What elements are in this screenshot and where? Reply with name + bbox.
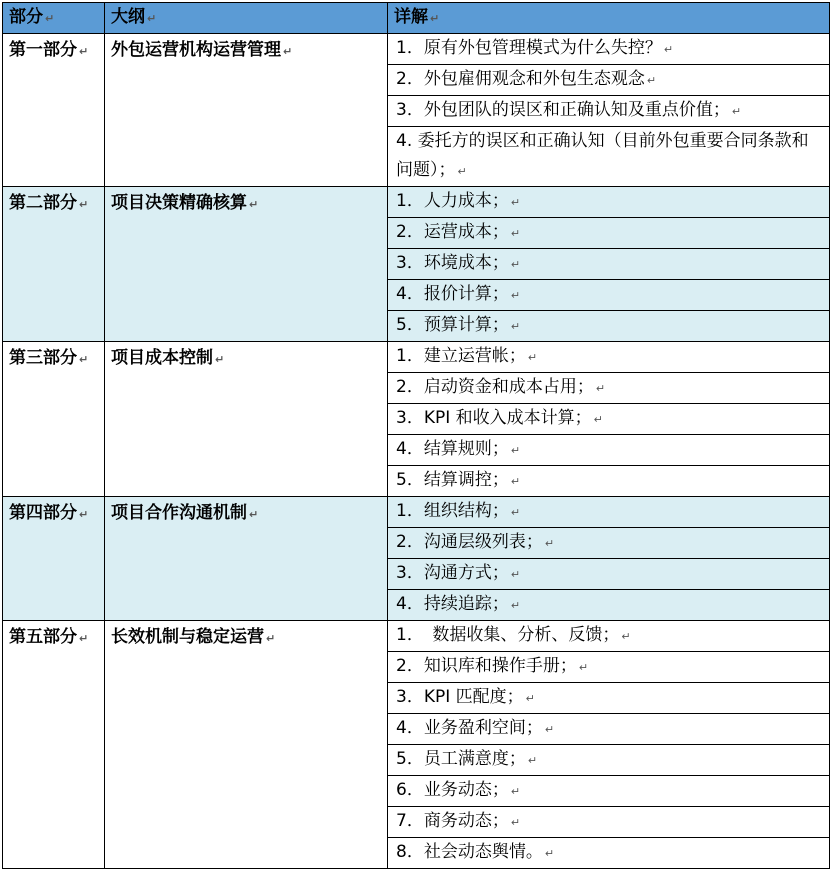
detail-item: 2．知识库和操作手册； ↵	[388, 652, 830, 683]
detail-item: 4．持续追踪； ↵	[388, 590, 830, 621]
table-row	[3, 342, 830, 373]
detail-item: 4. 委托方的误区和正确认知（目前外包重要合同条款和问题）； ↵	[388, 127, 830, 187]
detail-item: 1． 数据收集、分析、反馈； ↵	[388, 621, 830, 652]
detail-item: 4．业务盈利空间； ↵	[388, 714, 830, 745]
section-part: 第五部分 ↵	[3, 621, 105, 869]
detail-item: 4．结算规则； ↵	[388, 435, 830, 466]
detail-item: 5．预算计算； ↵	[388, 311, 830, 342]
detail-item: 3．外包团队的误区和正确认知及重点价值； ↵	[388, 96, 830, 127]
section-part: 第二部分 ↵	[3, 187, 105, 342]
detail-item: 2．运营成本； ↵	[388, 218, 830, 249]
table-row	[3, 497, 830, 528]
section-outline: 项目合作沟通机制 ↵	[105, 497, 388, 621]
outline-table	[2, 2, 830, 869]
section-part: 第四部分 ↵	[3, 497, 105, 621]
detail-item: 1．组织结构； ↵	[388, 497, 830, 528]
detail-item: 4．报价计算； ↵	[388, 280, 830, 311]
detail-item: 3．KPI 匹配度； ↵	[388, 683, 830, 714]
table-body	[3, 34, 830, 869]
detail-item: 2．沟通层级列表； ↵	[388, 528, 830, 559]
table-row	[3, 187, 830, 218]
detail-item: 8．社会动态舆情。 ↵	[388, 838, 830, 869]
detail-item: 3．沟通方式； ↵	[388, 559, 830, 590]
detail-item: 1．人力成本； ↵	[388, 187, 830, 218]
section-part: 第三部分 ↵	[3, 342, 105, 497]
section-part: 第一部分 ↵	[3, 34, 105, 187]
detail-item: 7．商务动态； ↵	[388, 807, 830, 838]
section-outline: 项目决策精确核算 ↵	[105, 187, 388, 342]
detail-item: 2．启动资金和成本占用； ↵	[388, 373, 830, 404]
table-row	[3, 34, 830, 65]
header-row	[3, 3, 830, 34]
detail-item: 1．建立运营帐； ↵	[388, 342, 830, 373]
detail-item: 1．原有外包管理模式为什么失控？ ↵	[388, 34, 830, 65]
section-outline: 长效机制与稳定运营 ↵	[105, 621, 388, 869]
header-outline: 大纲 ↵	[105, 3, 388, 34]
detail-item: 3．环境成本； ↵	[388, 249, 830, 280]
detail-item: 3．KPI 和收入成本计算； ↵	[388, 404, 830, 435]
detail-item: 2．外包雇佣观念和外包生态观念 ↵	[388, 65, 830, 96]
detail-item: 5．员工满意度； ↵	[388, 745, 830, 776]
table-row	[3, 621, 830, 652]
detail-item: 6．业务动态； ↵	[388, 776, 830, 807]
header-part: 部分 ↵	[3, 3, 105, 34]
section-outline: 外包运营机构运营管理 ↵	[105, 34, 388, 187]
section-outline: 项目成本控制 ↵	[105, 342, 388, 497]
detail-item: 5．结算调控； ↵	[388, 466, 830, 497]
header-detail: 详解 ↵	[388, 3, 830, 34]
